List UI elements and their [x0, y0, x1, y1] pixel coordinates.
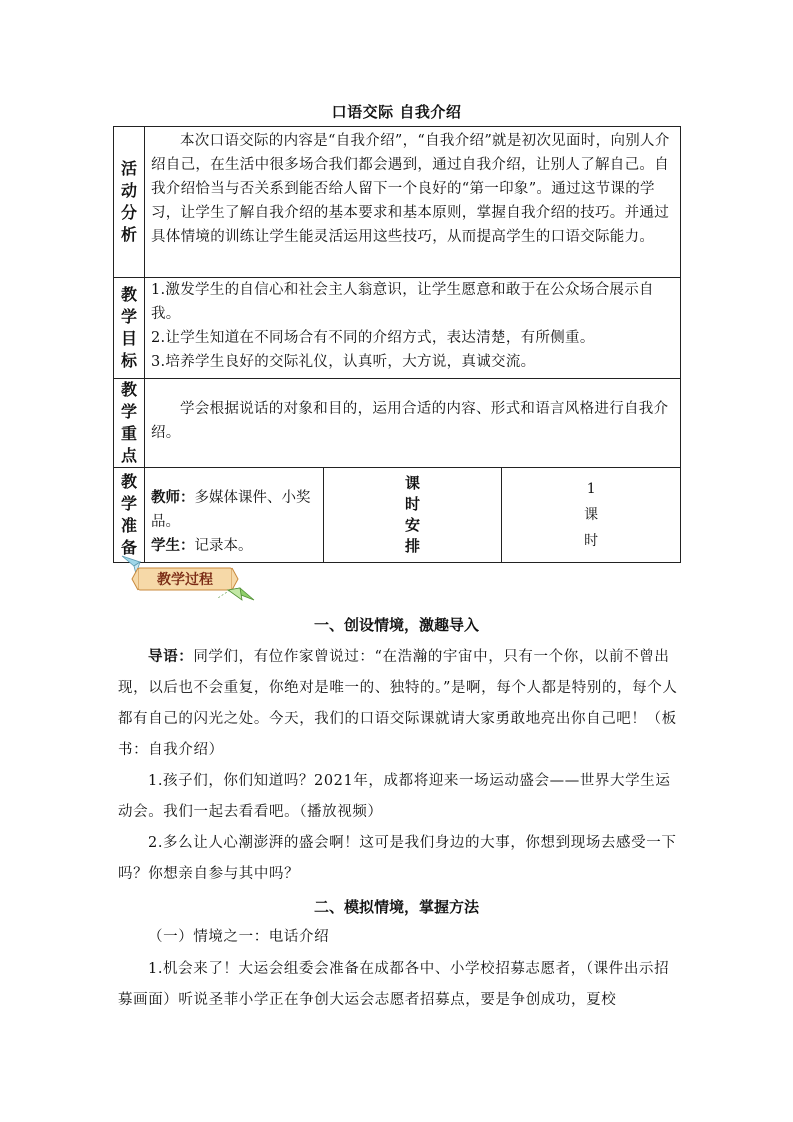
teaching-process-banner [118, 554, 258, 604]
focus-text: 学会根据说话的对象和目的，运用合适的内容、形式和语言风格进行自我介绍。 [151, 401, 669, 441]
banner-graphic [118, 554, 258, 604]
schedule-value: 1 课 时 [502, 468, 681, 563]
prep-row [114, 468, 681, 563]
goal-item: 1.激发学生的自信心和社会主人翁意识，让学生愿意和敢于在公众场合展示自我。 [151, 282, 654, 322]
paragraph-1: 1.孩子们，你们知道吗？2021年，成都将迎来一场运动盛会——世界大学生运动会。我们一起去看看吧。（播放视频） [118, 773, 671, 820]
subsection-1-title: （一）情境之一：电话介绍 [148, 929, 330, 945]
goal-item: 3.培养学生良好的交际礼仪，认真听，大方说，真诚交流。 [151, 354, 536, 370]
goal-item: 2.让学生知道在不同场合有不同的介绍方式，表达清楚，有所侧重。 [151, 330, 595, 346]
banner-label: 教学过程 [157, 572, 213, 588]
prep-heading: 教 学 准 备 [114, 468, 145, 563]
goals-text-cell [145, 278, 681, 379]
goals-row [114, 278, 681, 379]
section-2-title: 二、模拟情境，掌握方法 [313, 898, 479, 916]
focus-text-cell [145, 379, 681, 468]
intro-paragraph: 导语：同学们，有位作家曾说过：“在浩瀚的宇宙中，只有一个你，以前不曾出现，以后也不会重复，你绝对是唯一的、独特的。”是啊，每个人都是特别的，每个人都有自己的闪光之处。今天，我们的口语交际课就请大家勇敢地亮出你自己吧！（板书：自我介绍） [118, 649, 678, 758]
schedule-heading: 课 时 安 排 [323, 468, 502, 563]
lesson-plan-table [113, 126, 681, 563]
activity-text: 本次口语交际的内容是“自我介绍”，“自我介绍”就是初次见面时，向别人介绍自己，在生活中很多场合我们都会遇到，通过自我介绍，让别人了解自己。自我介绍恰当与否关系到能否给人留下一个良好的“第一印象”。通过这节课的学习，让学生了解自我介绍的基本要求和基本原则，掌握自我介绍的技巧。并通过具体情境的训练让学生能灵活运用这些技巧，从而提高学生的口语交际能力。 [151, 133, 670, 245]
focus-heading: 教 学 重 点 [114, 379, 145, 468]
prep-text-cell [145, 468, 324, 563]
goals-heading: 教 学 目 标 [114, 278, 145, 379]
prep-student: 学生：记录本。 [151, 538, 253, 554]
section-1-title: 一、创设情境，激趣导入 [313, 616, 479, 634]
paragraph-3: 1.机会来了！大运会组委会准备在成都各中、小学校招募志愿者，（课件出示招募画面）听说圣菲小学正在争创大运会志愿者招募点，要是争创成功，夏校 [118, 961, 670, 1008]
page-title: 口语交际 自我介绍 [331, 103, 462, 121]
activity-row [114, 127, 681, 278]
prep-teacher: 教师：多媒体课件、小奖品。 [151, 490, 311, 530]
activity-heading: 活 动 分 析 [114, 127, 145, 278]
focus-row [114, 379, 681, 468]
activity-text-cell [145, 127, 681, 278]
paragraph-2: 2.多么让人心潮澎湃的盛会啊！这可是我们身边的大事，你想到现场去感受一下吗？你想亲自参与其中吗？ [118, 835, 677, 882]
